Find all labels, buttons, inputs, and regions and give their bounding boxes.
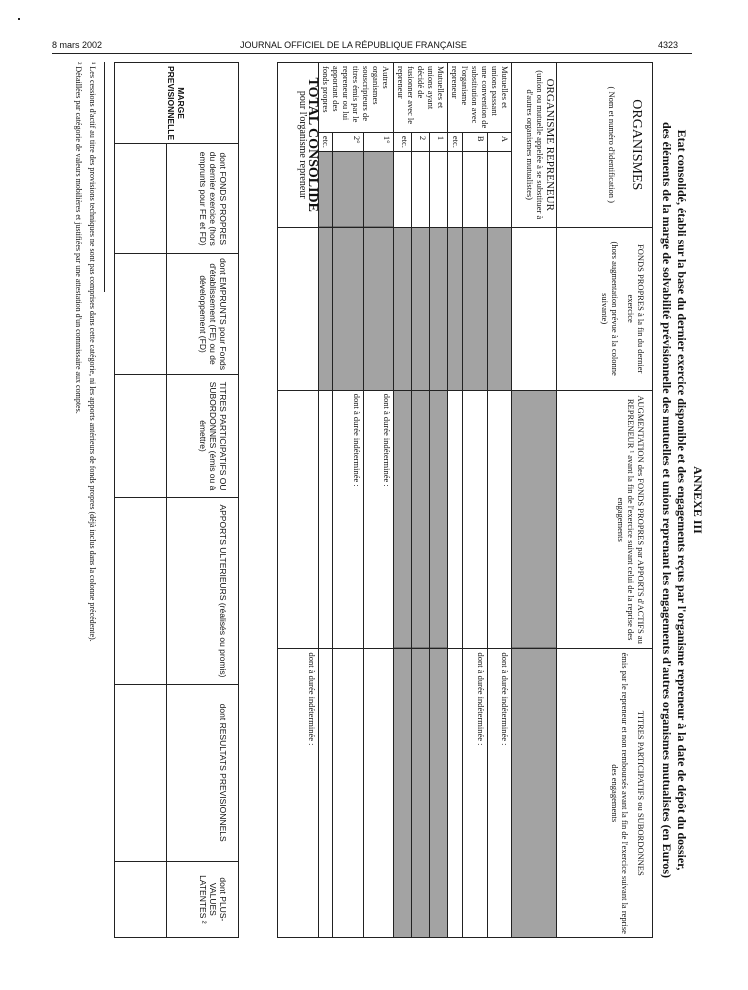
cell-hatched	[430, 227, 448, 390]
header-organismes: ORGANISMES ( Nom et numéro d'identification )	[557, 63, 653, 228]
cell-hatched	[394, 227, 412, 390]
cell-hatched	[430, 649, 448, 938]
document-title	[659, 62, 689, 938]
dont-duree-b: dont à durée indéterminée :	[462, 649, 487, 938]
marge-previsionnelle: MARGE PREVISIONNELLE	[115, 63, 239, 144]
cell-hatched	[318, 227, 332, 390]
dont-duree-a: dont à durée indéterminée :	[487, 649, 512, 938]
row-label-b: B	[462, 132, 487, 151]
dont-duree-total: dont à durée indéterminée :	[278, 649, 319, 938]
dont-duree-2deg: dont à durée indéterminée :	[333, 390, 364, 649]
dont-duree-1deg: dont à durée indéterminée :	[363, 390, 394, 649]
cell-hatched	[363, 151, 394, 227]
col-titres: TITRES PARTICIPATIFS OU SUBORDONNES (émis ou à émettre)	[167, 374, 239, 498]
row-label-etc: etc.	[448, 132, 463, 151]
row-label-2: 2	[412, 132, 430, 151]
title-line-1: Etat consolidé, établi sur la base du dernier exercice disponible et des engagements reçus par l'organisme repreneur à la date de dépôt du dossier,	[675, 129, 689, 871]
header-journal: JOURNAL OFFICIEL DE LA RÉPUBLIQUE FRANÇAISE	[240, 40, 467, 50]
header-titres: TITRES PARTICIPATIFS ou SUBORDONNES émis par le repreneur et non remboursés avant la fin de l'exercice suivant la reprise des engagements	[557, 649, 653, 938]
footnote-1: ¹ Les cessions d'actif au titre des provisions techniques ne sont pas comprises dans cette catégorie, ni les apports antérieurs de fonds propres (déjà inclus dans la colonne précédente).	[88, 62, 97, 642]
group-fusion: Mutuelles et unions ayant décidé de fusionner avec le repreneur	[394, 63, 448, 133]
header-fonds-propres: FONDS PROPRES à la fin du dernier exercice (hors augmentation prévue à la colonne suivante)	[557, 227, 653, 390]
header-date: 8 mars 2002	[52, 40, 103, 50]
cell-hatched	[462, 227, 487, 390]
cell-hatched	[412, 390, 430, 649]
col-fonds-propres: dont FONDS PROPRES du dernier exercice (hors emprunts pour FE et FD)	[167, 144, 239, 254]
annexe-title: ANNEXE III	[691, 466, 705, 534]
footnote-rule	[104, 62, 105, 292]
solvency-table	[277, 62, 653, 938]
group-autres: Autres organismes souscripteurs de titres émis par le repreneur ou lui apportant des fonds propres	[318, 63, 393, 133]
cell-hatched	[318, 151, 332, 227]
cell-hatched	[333, 151, 364, 227]
cell-hatched	[448, 227, 463, 390]
title-line-2: des éléments de la marge de solvabilité prévisionnelle des mutuelles et unions reprenant les engagements d'autres organismes mutualistes (en Euros)	[660, 121, 674, 879]
row-label-1: 1	[430, 132, 448, 151]
cell-hatched	[363, 227, 394, 390]
cell-hatched	[412, 649, 430, 938]
row-label-2deg: 2°	[333, 132, 364, 151]
row-label-etc: etc.	[318, 132, 332, 151]
group-convention: Mutuelles et unions passant une convention de substitution avec l'organisme repreneur	[448, 63, 512, 133]
speck	[18, 18, 20, 20]
row-total: TOTAL CONSOLIDE pour l'organisme repreneur	[278, 63, 319, 228]
cell-repreneur-fonds	[512, 227, 557, 390]
header-rule	[52, 53, 692, 54]
cell-repreneur-augm-hatched	[512, 390, 557, 649]
row-label-a: A	[487, 132, 512, 151]
rotated-content	[54, 62, 709, 938]
cell-hatched	[394, 390, 412, 649]
header-page-number: 4323	[658, 40, 679, 50]
col-plus-values: dont PLUS-VALUES LATENTES ²	[167, 861, 239, 937]
cell-hatched	[430, 390, 448, 649]
row-repreneur: ORGANISME REPRENEUR (union ou mutuelle appelée à se substituer à d'autres organismes mutualistes)	[512, 63, 557, 228]
cell-hatched	[487, 227, 512, 390]
footnote-2: ² Détaillées par catégorie de valeurs mobilières et justifiées par une attestation d'un commissaire aux comptes.	[74, 62, 83, 414]
row-label-1deg: 1°	[363, 132, 394, 151]
header-augmentation: AUGMENTATION des FONDS PROPRES par APPORTS d'ACTIFS au REPRENEUR ¹ avant la fin de l'exercice suivant celui de la reprise des engagements	[557, 390, 653, 649]
marge-table	[114, 62, 239, 938]
cell-hatched	[412, 227, 430, 390]
col-emprunts: dont EMPRUNTS pour Fonds d'établissement (FE) ou de développement (FD)	[167, 254, 239, 374]
cell-hatched	[394, 649, 412, 938]
row-label-etc: etc.	[394, 132, 412, 151]
cell-hatched	[333, 227, 364, 390]
col-apports: APPORTS ULTERIEURS (réalisés ou promis)	[167, 498, 239, 684]
cell-repreneur-titres-hatched	[512, 649, 557, 938]
col-resultats: dont RESULTATS PREVISIONNELS	[167, 684, 239, 861]
